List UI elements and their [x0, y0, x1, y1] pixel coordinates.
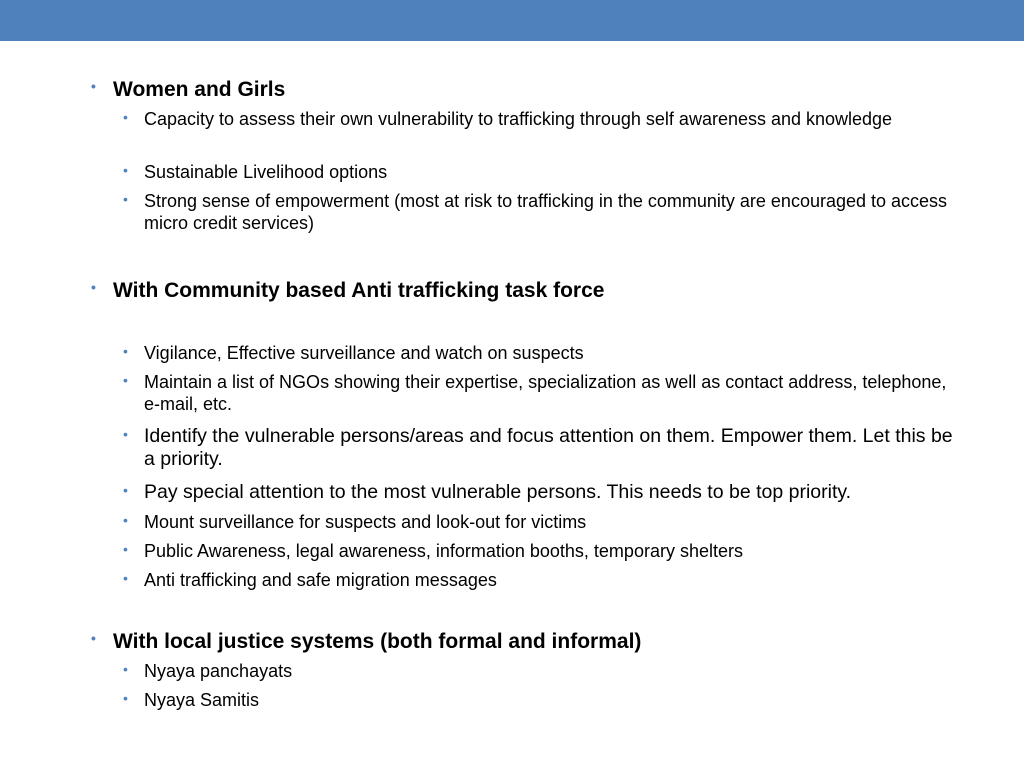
list-item-text: Nyaya Samitis [144, 690, 260, 710]
bullet-icon: • [123, 661, 128, 677]
list-item [123, 191, 964, 234]
section-heading-women-and-girls [91, 77, 993, 102]
list-item [123, 512, 964, 534]
bullet-icon: • [123, 570, 128, 586]
bullet-icon: • [123, 426, 128, 442]
list-item [123, 162, 964, 184]
bullet-icon: • [123, 162, 128, 178]
section-heading-text: With Community based Anti trafficking task force [113, 279, 605, 302]
list-item-text: Pay special attention to the most vulnerable persons. This needs to be top priority. [144, 481, 852, 503]
bullet-icon: • [123, 191, 128, 207]
list-item [123, 343, 964, 365]
list-item-text: Mount surveillance for suspects and look-out for victims [144, 512, 587, 532]
list-item-text: Identify the vulnerable persons/areas and focus attention on them. Empower them. Let this be a priority. [144, 425, 953, 471]
list-item [123, 481, 964, 504]
bullet-icon: • [91, 78, 96, 94]
list-item-text: Capacity to assess their own vulnerability to trafficking through self awareness and knowledge [144, 109, 893, 129]
bullet-icon: • [91, 279, 96, 295]
bullet-icon: • [123, 482, 128, 498]
bullet-icon: • [123, 109, 128, 125]
list-item [123, 661, 964, 683]
bullet-icon: • [123, 512, 128, 528]
section-heading-community-task-force [91, 278, 993, 303]
list-item-text: Maintain a list of NGOs showing their expertise, specialization as well as contact address, telephone, e-mail, etc. [144, 372, 947, 414]
list-item [123, 372, 964, 415]
list-item-text: Nyaya panchayats [144, 661, 293, 681]
bullet-icon: • [91, 630, 96, 646]
bullet-icon: • [123, 690, 128, 706]
list-item-text: Sustainable Livelihood options [144, 162, 388, 182]
list-item [123, 570, 964, 592]
section-heading-text: Women and Girls [113, 78, 286, 101]
bullet-icon: • [123, 372, 128, 388]
list-item [123, 541, 964, 563]
list-item [123, 425, 964, 472]
bullet-icon: • [123, 541, 128, 557]
list-item-text: Vigilance, Effective surveillance and watch on suspects [144, 343, 584, 363]
list-item-text: Strong sense of empowerment (most at risk to trafficking in the community are encouraged to access micro credit services) [144, 191, 948, 233]
list-item [123, 690, 964, 712]
section-heading-local-justice-systems [91, 629, 993, 654]
list-item-text: Public Awareness, legal awareness, information booths, temporary shelters [144, 541, 743, 561]
list-item-text: Anti trafficking and safe migration messages [144, 570, 497, 590]
section-heading-text: With local justice systems (both formal and informal) [113, 630, 642, 653]
bullet-icon: • [123, 343, 128, 359]
list-item [123, 109, 964, 131]
